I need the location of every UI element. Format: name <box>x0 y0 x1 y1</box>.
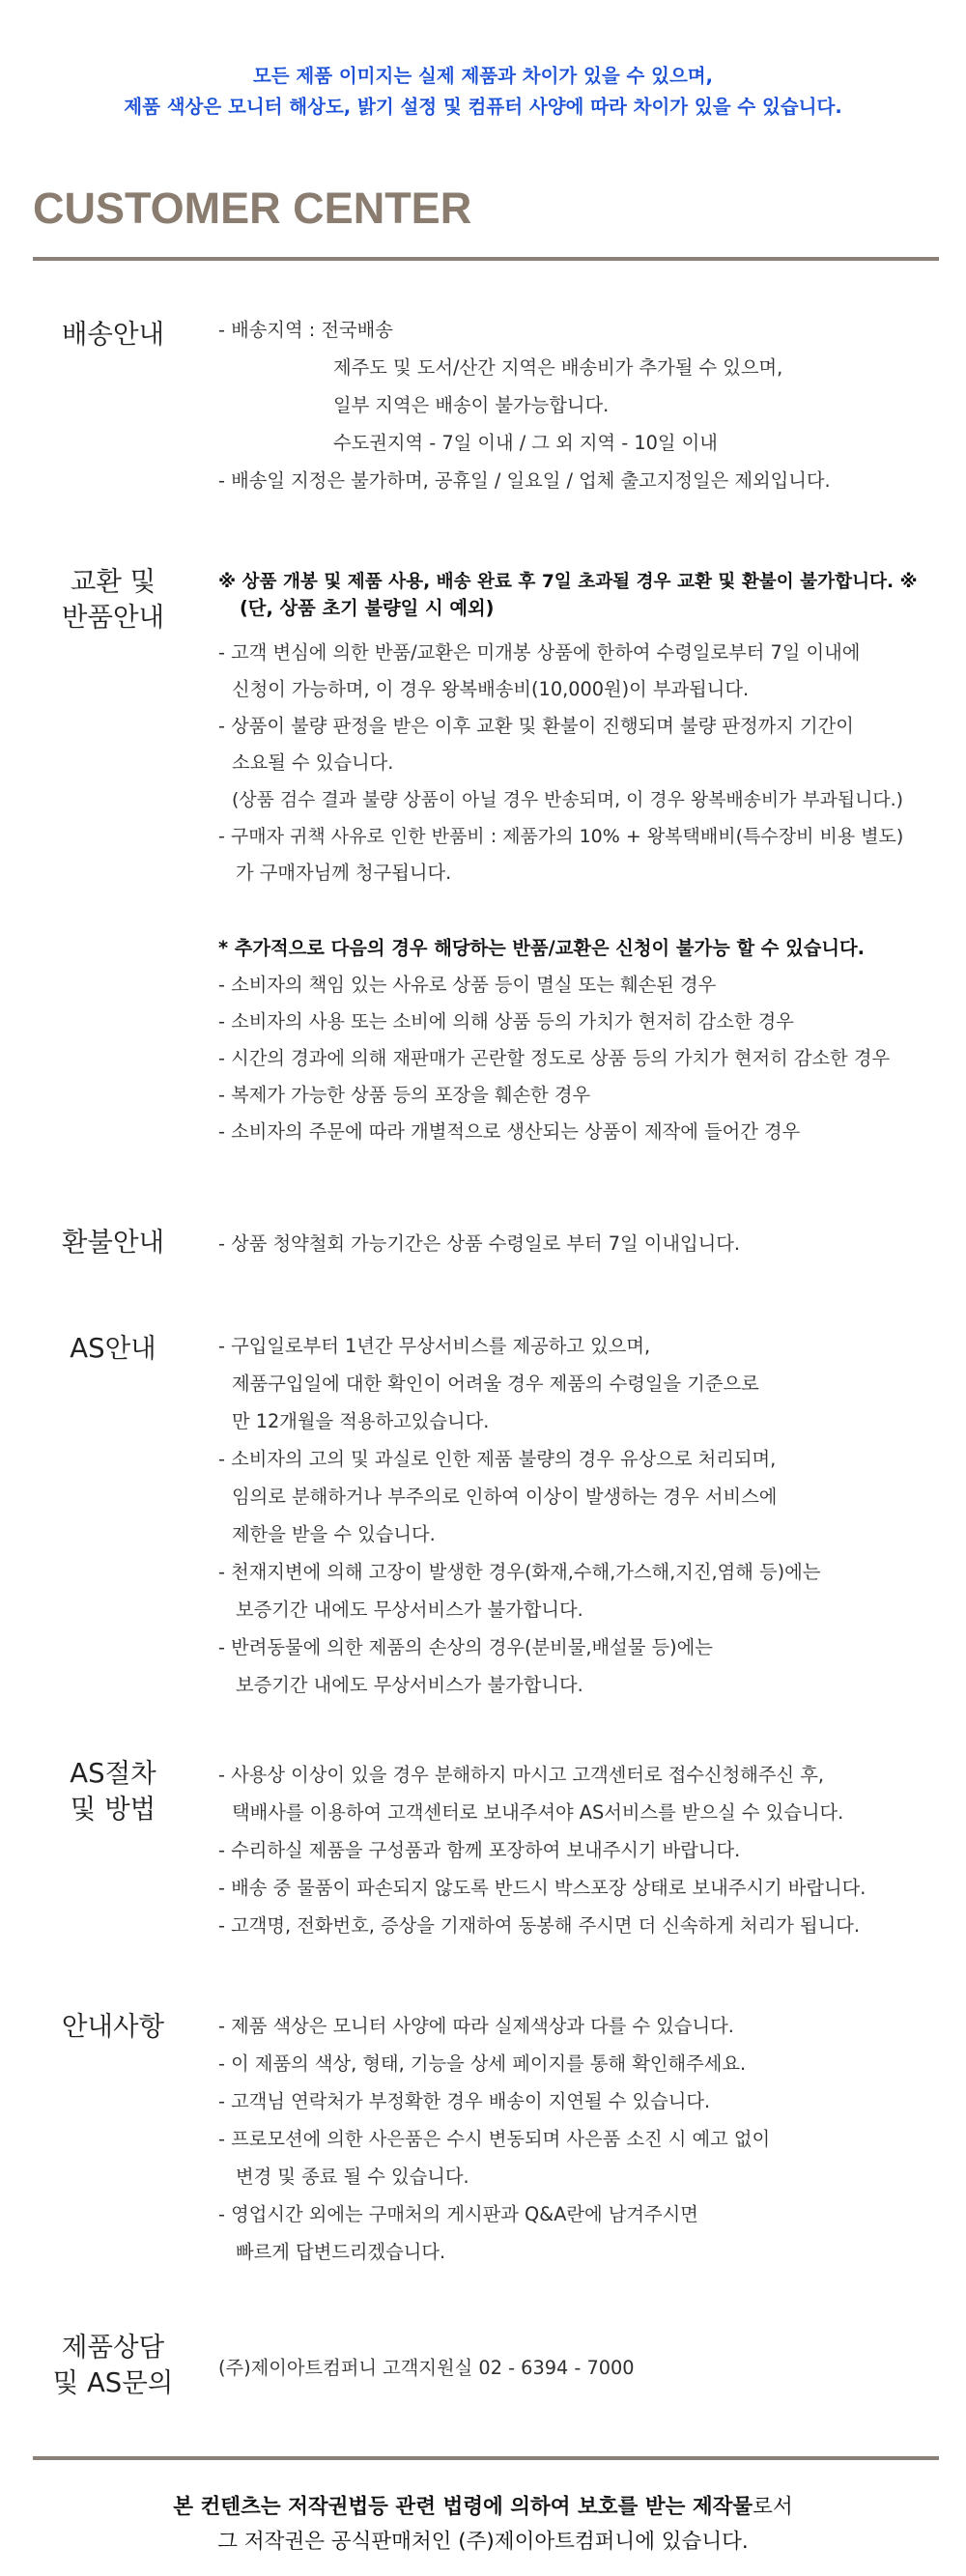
text-line: - 복제가 가능한 상품 등의 포장을 훼손한 경우 <box>218 1084 591 1106</box>
text-line: - 사용상 이상이 있을 경우 분해하지 마시고 고객센터로 접수신청해주신 후, <box>218 1764 825 1786</box>
text-line: - 영업시간 외에는 구매처의 게시판과 Q&A란에 남겨주시면 <box>218 2203 698 2225</box>
text-line: 임의로 분해하거나 부주의로 인하여 이상이 발생하는 경우 서비스에 <box>232 1486 778 1508</box>
text-line: 가 구매자님께 청구됩니다. <box>236 862 452 884</box>
text-line: - 배송지역 : 전국배송 <box>218 319 393 341</box>
text-line: - 구입일로부터 1년간 무상서비스를 제공하고 있으며, <box>218 1335 651 1357</box>
text-line: 보증기간 내에도 무상서비스가 불가합니다. <box>236 1599 583 1621</box>
text-line: - 배송 중 물품이 파손되지 않도록 반드시 박스포장 상태로 보내주시기 바랍니다. <box>218 1877 867 1899</box>
copyright-tail: 로서 <box>753 2495 793 2519</box>
section-label-shipping <box>33 317 193 353</box>
section-label-as-process <box>33 1756 193 1827</box>
text-line: - 프로모션에 의한 사은품은 수시 변동되며 사은품 소진 시 예고 없이 <box>218 2128 771 2150</box>
section-label-as <box>33 1331 193 1367</box>
text-line: (상품 검수 결과 불량 상품이 아닐 경우 반송되며, 이 경우 왕복배송비가 부과됩니다.) <box>232 789 903 810</box>
text-line: * 추가적으로 다음의 경우 해당하는 반품/교환은 신청이 불가능 할 수 있습니다. <box>218 937 865 959</box>
title-divider <box>33 257 939 261</box>
page-title: CUSTOMER CENTER <box>33 184 472 233</box>
text-line: 빠르게 답변드리겠습니다. <box>236 2241 446 2263</box>
text-line: - 소비자의 고의 및 과실로 인한 제품 불량의 경우 유상으로 처리되며, <box>218 1448 777 1470</box>
text-line: - 소비자의 책임 있는 사유로 상품 등이 멸실 또는 훼손된 경우 <box>218 974 717 996</box>
section-label-contact <box>33 2330 193 2401</box>
label-line: AS안내 <box>70 1333 156 1364</box>
text-line: (단, 상품 초기 불량일 시 예외) <box>240 597 495 619</box>
label-line: 안내사항 <box>61 2011 165 2042</box>
label-line: 및 AS문의 <box>52 2367 174 2398</box>
text-line: - 수리하실 제품을 구성품과 함께 포장하여 보내주시기 바랍니다. <box>218 1839 741 1861</box>
text-line: 변경 및 종료 될 수 있습니다. <box>236 2166 469 2188</box>
text-line: 제주도 및 도서/산간 지역은 배송비가 추가될 수 있으며, <box>333 356 783 379</box>
label-line: 환불안내 <box>61 1227 165 1258</box>
text-line: 보증기간 내에도 무상서비스가 불가합니다. <box>236 1674 583 1696</box>
text-line: 제품구입일에 대한 확인이 어려울 경우 제품의 수령일을 기준으로 <box>232 1373 759 1395</box>
text-line: 제한을 받을 수 있습니다. <box>232 1523 436 1545</box>
copyright-line-1 <box>0 2490 966 2520</box>
text-line: - 제품 색상은 모니터 사양에 따라 실제색상과 다를 수 있습니다. <box>218 2015 734 2037</box>
text-line: - 고객명, 전화번호, 증상을 기재하여 동봉해 주시면 더 신속하게 처리가 됩니다. <box>218 1914 861 1937</box>
notice-line-1: 모든 제품 이미지는 실제 제품과 차이가 있을 수 있으며, <box>252 65 714 87</box>
text-line: - 시간의 경과에 의해 재판매가 곤란할 정도로 상품 등의 가치가 현저히 감소한 경우 <box>218 1047 891 1069</box>
copyright-bold: 본 컨텐츠는 저작권법등 관련 법령에 의하여 보호를 받는 제작물 <box>173 2495 753 2519</box>
text-line: - 반려동물에 의한 제품의 손상의 경우(분비물,배설물 등)에는 <box>218 1636 713 1658</box>
text-line: - 상품이 불량 판정을 받은 이후 교환 및 환불이 진행되며 불량 판정까지 기간이 <box>218 715 854 737</box>
text-line: - 고객 변심에 의한 반품/교환은 미개봉 상품에 한하여 수령일로부터 7일 이내에 <box>218 641 861 664</box>
footer-divider <box>33 2456 939 2460</box>
label-line: 배송안내 <box>61 319 165 350</box>
label-line: 및 방법 <box>70 1794 156 1825</box>
text-line: ※ 상품 개봉 및 제품 사용, 배송 완료 후 7일 초과될 경우 교환 및 환불이 불가합니다. ※ <box>218 572 918 592</box>
text-line: - 소비자의 주문에 따라 개별적으로 생산되는 상품이 제작에 들어간 경우 <box>218 1120 801 1143</box>
label-line: AS절차 <box>70 1758 156 1789</box>
section-label-exchange <box>33 564 193 636</box>
label-line: 반품안내 <box>61 602 165 633</box>
text-line: - 배송일 지정은 불가하며, 공휴일 / 일요일 / 업체 출고지정일은 제외입니다. <box>218 469 831 492</box>
text-line: 택배사를 이용하여 고객센터로 보내주셔야 AS서비스를 받으실 수 있습니다. <box>232 1801 844 1824</box>
text-line: 만 12개월을 적용하고있습니다. <box>232 1410 490 1432</box>
text-line: - 이 제품의 색상, 형태, 기능을 상세 페이지를 통해 확인해주세요. <box>218 2052 747 2075</box>
section-label-refund <box>33 1225 193 1260</box>
text-line: - 구매자 귀책 사유로 인한 반품비 : 제품가의 10% + 왕복택배비(특수장비 비용 별도) <box>218 826 904 847</box>
text-line: - 고객님 연락처가 부정확한 경우 배송이 지연될 수 있습니다. <box>218 2090 711 2112</box>
copyright-line-2: 그 저작권은 공식판매처인 (주)제이아트컴퍼니에 있습니다. <box>217 2530 749 2554</box>
text-line: - 상품 청약철회 가능기간은 상품 수령일로 부터 7일 이내입니다. <box>218 1232 741 1255</box>
label-line: 교환 및 <box>70 566 156 597</box>
text-line: 수도권지역 - 7일 이내 / 그 외 지역 - 10일 이내 <box>333 432 718 454</box>
text-line: 소요될 수 있습니다. <box>232 751 394 774</box>
text-line: - 소비자의 사용 또는 소비에 의해 상품 등의 가치가 현저히 감소한 경우 <box>218 1010 794 1033</box>
text-line: 신청이 가능하며, 이 경우 왕복배송비(10,000원)이 부과됩니다. <box>232 678 750 700</box>
label-line: 제품상담 <box>61 2332 165 2363</box>
text-line: 일부 지역은 배송이 불가능합니다. <box>333 394 610 416</box>
notice-line-2: 제품 색상은 모니터 해상도, 밝기 설정 및 컴퓨터 사양에 따라 차이가 있을 수 있습니다. <box>124 96 842 118</box>
section-label-guide <box>33 2009 193 2045</box>
text-line: - 천재지변에 의해 고장이 발생한 경우(화재,수해,가스해,지진,염해 등)에는 <box>218 1561 821 1583</box>
contact-phone: (주)제이아트컴퍼니 고객지원실 02 - 6394 - 7000 <box>218 2357 635 2379</box>
